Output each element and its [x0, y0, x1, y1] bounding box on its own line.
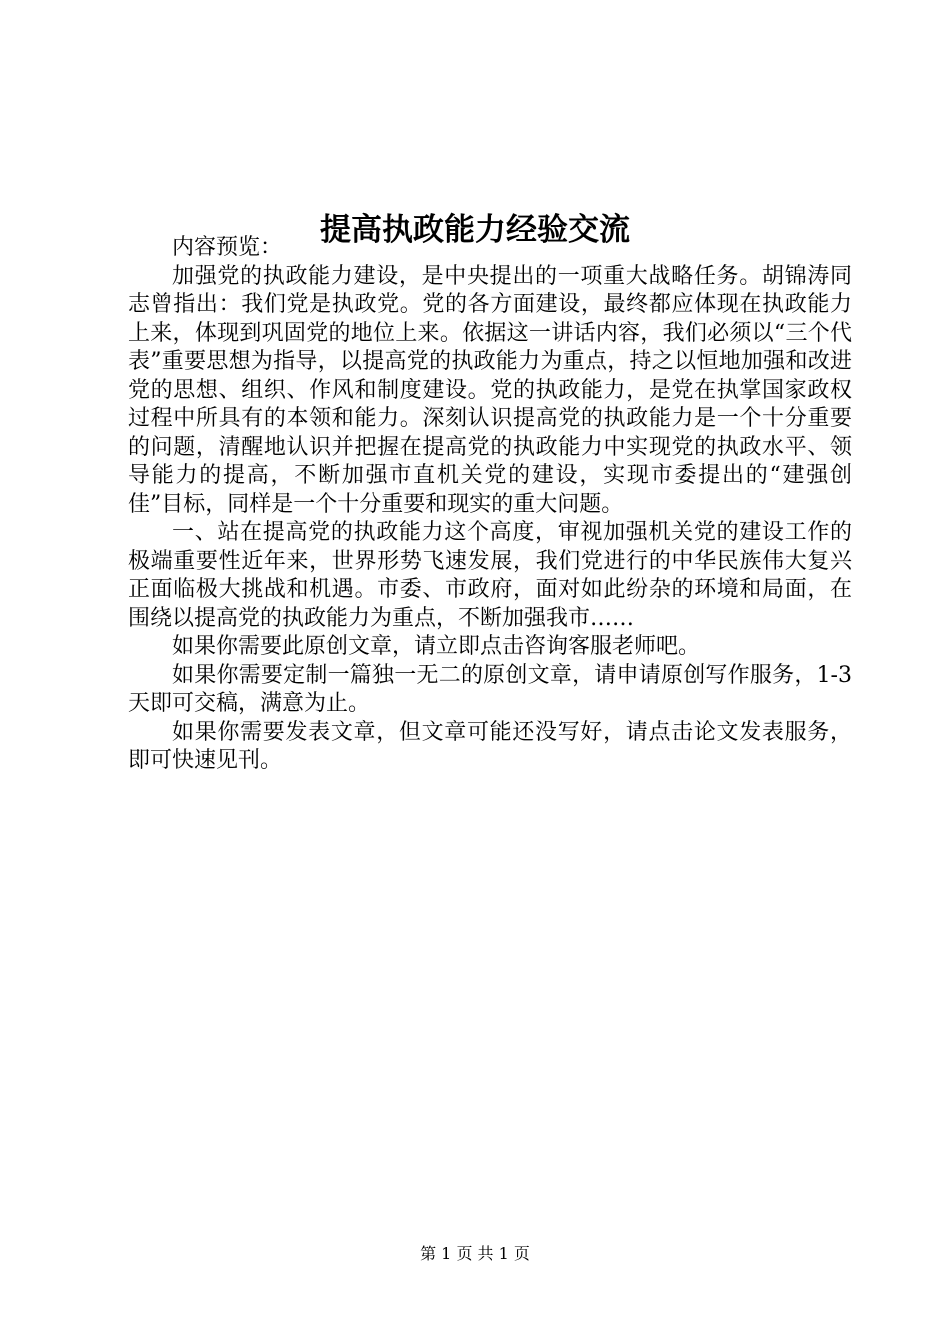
promo-paragraph-consult: 如果你需要此原创文章，请立即点击咨询客服老师吧。 [172, 634, 701, 659]
body-paragraph-intro: 加强党的执政能力建设，是中央提出的一项重大战略任务。胡锦涛同志曾指出：我们党是执政党。党的各方面建设，最终都应体现在执政能力上来，体现到巩固党的地位上来。依据这一讲话内容，我们必须以“三个代表”重要思想为指导，以提高党的执政能力为重点，持之以恒地加强和改进党的思想、组织、作风和制度建设。党的执政能力，是党在执掌国家政权过程中所具有的本领和能力。深刻认识提高党的执政能力是一个十分重要的问题，清醒地认识并把握在提高党的执政能力中实现党的执政水平、领导能力的提高，不断加强市直机关党的建设，实现市委提出的“建强创佳”目标，同样是一个十分重要和现实的重大问题。 [128, 263, 852, 517]
promo-paragraph-custom-writing: 如果你需要定制一篇独一无二的原创文章，请申请原创写作服务，1-3天即可交稿，满意为止。 [128, 662, 852, 716]
page-footer: 第 1 页 共 1 页 [420, 1244, 530, 1263]
document-body [128, 234, 852, 776]
preview-label: 内容预览： [172, 235, 283, 260]
page-title: 提高执政能力经验交流 [320, 211, 630, 248]
body-paragraph-section-one: 一、站在提高党的执政能力这个高度，审视加强机关党的建设工作的极端重要性近年来，世界形势飞速发展，我们党进行的中华民族伟大复兴正面临极大挑战和机遇。市委、市政府，面对如此纷杂的环境和局面，在围绕以提高党的执政能力为重点，不断加强我市…… [128, 520, 852, 631]
promo-paragraph-publishing: 如果你需要发表文章，但文章可能还没写好，请点击论文发表服务，即可快速见刊。 [128, 719, 852, 773]
